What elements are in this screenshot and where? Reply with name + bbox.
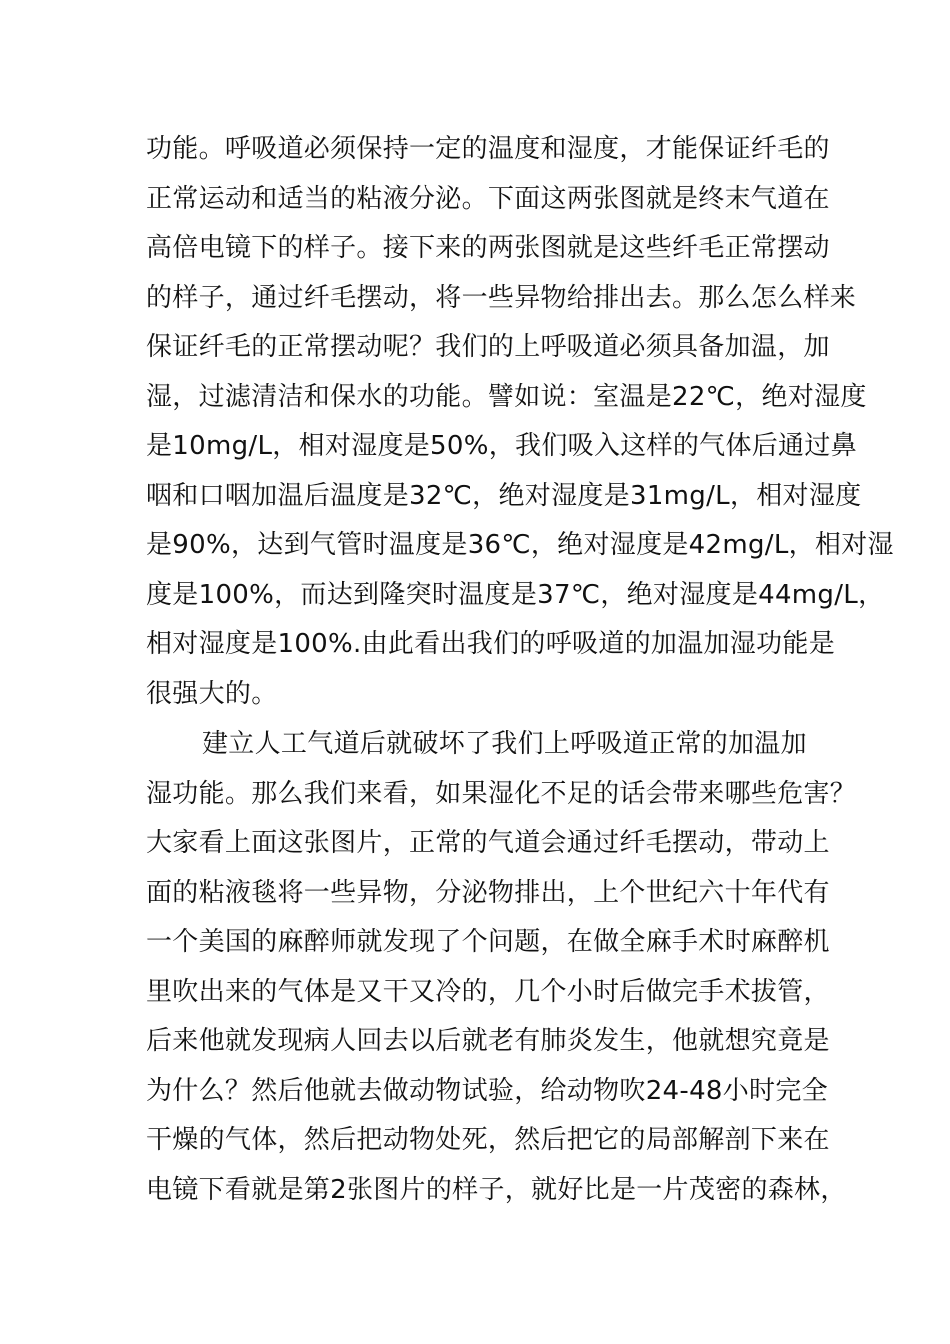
paragraph-1-line-8: 咽和口咽加温后温度是32℃，绝对湿度是31mg/L，相对湿度 bbox=[146, 480, 862, 511]
paragraph-1-line-5: 保证纤毛的正常摆动呢？我们的上呼吸道必须具备加温，加 bbox=[146, 332, 830, 362]
paragraph-2-line-7: 后来他就发现病人回去以后就老有肺炎发生，他就想究竟是 bbox=[146, 1026, 830, 1056]
paragraph-1-line-9: 是90%，达到气管时温度是36℃，绝对湿度是42mg/L，相对湿 bbox=[146, 530, 894, 560]
paragraph-2-line-10: 电镜下看就是第2张图片的样子，就好比是一片茂密的森林， bbox=[146, 1174, 847, 1205]
paragraph-1-line-12: 很强大的。 bbox=[146, 678, 278, 709]
paragraph-1 bbox=[146, 125, 894, 719]
paragraph-2-line-5: 一个美国的麻醉师就发现了个问题，在做全麻手术时麻醉机 bbox=[146, 927, 830, 957]
paragraph-2-line-3: 大家看上面这张图片，正常的气道会通过纤毛摆动，带动上 bbox=[146, 828, 830, 858]
paragraph-2-line-9: 干燥的气体，然后把动物处死，然后把它的局部解剖下来在 bbox=[146, 1125, 830, 1155]
paragraph-1-line-1: 功能。呼吸道必须保持一定的温度和湿度，才能保证纤毛的 bbox=[146, 134, 830, 164]
paragraph-1-line-10: 度是100%，而达到隆突时温度是37℃，绝对湿度是44mg/L， bbox=[146, 579, 885, 610]
paragraph-1-line-4: 的样子，通过纤毛摆动，将一些异物给排出去。那么怎么样来 bbox=[146, 282, 857, 313]
paragraph-2-line-6: 里吹出来的气体是又干又冷的，几个小时后做完手术拔管， bbox=[146, 976, 830, 1007]
paragraph-2-line-8: 为什么？然后他就去做动物试验，给动物吹24-48小时完全 bbox=[146, 1075, 828, 1106]
paragraph-1-line-6: 湿，过滤清洁和保水的功能。譬如说：室温是22℃，绝对湿度 bbox=[146, 381, 867, 412]
paragraph-1-line-7: 是10mg/L，相对湿度是50%，我们吸入这样的气体后通过鼻 bbox=[146, 431, 857, 461]
paragraph-2 bbox=[146, 720, 857, 1215]
paragraph-1-line-3: 高倍电镜下的样子。接下来的两张图就是这些纤毛正常摆动 bbox=[146, 233, 830, 263]
paragraph-1-line-2: 正常运动和适当的粘液分泌。下面这两张图就是终末气道在 bbox=[146, 183, 830, 214]
paragraph-2-line-2: 湿功能。那么我们来看，如果湿化不足的话会带来哪些危害？ bbox=[146, 778, 857, 809]
paragraph-2-line-4: 面的粘液毯将一些异物，分泌物排出，上个世纪六十年代有 bbox=[146, 877, 830, 908]
paragraph-2-line-1: 建立人工气道后就破坏了我们上呼吸道正常的加温加 bbox=[202, 729, 807, 759]
paragraph-1-line-11: 相对湿度是100%.由此看出我们的呼吸道的加温加湿功能是 bbox=[146, 629, 835, 659]
